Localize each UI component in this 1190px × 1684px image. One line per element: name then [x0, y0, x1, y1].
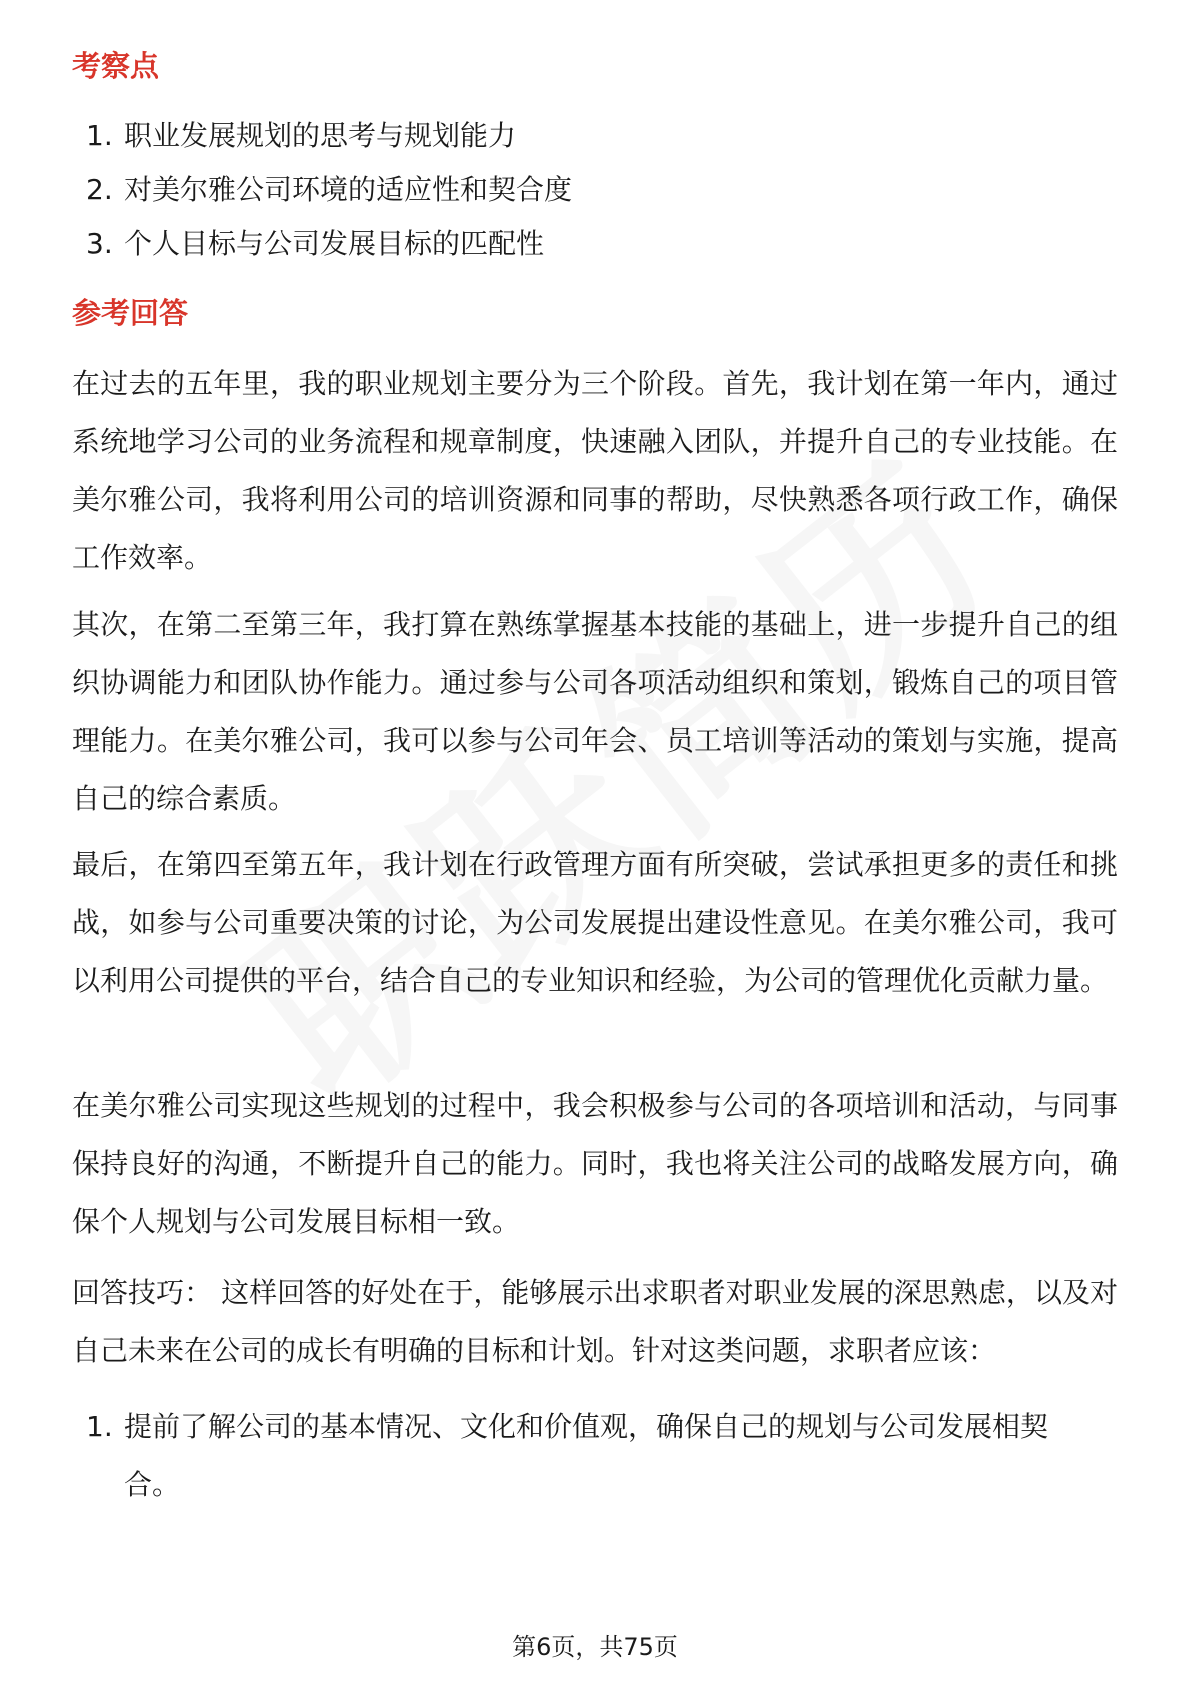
list-item	[86, 107, 1126, 165]
list-text: 提前了解公司的基本情况、文化和价值观，确保自己的规划与公司发展相契合。	[124, 1410, 1049, 1501]
list-item	[86, 215, 1126, 273]
list-text: 对美尔雅公司环境的适应性和契合度	[124, 173, 573, 206]
list-item	[86, 161, 1126, 219]
heading-examination-points: 考察点	[72, 49, 160, 83]
answer-paragraph-4: 在美尔雅公司实现这些规划的过程中，我会积极参与公司的各项培训和活动，与同事保持良好的沟通，不断提升自己的能力。同时，我也将关注公司的战略发展方向，确保个人规划与公司发展目标相一致。	[72, 1089, 1118, 1238]
list-number: 2.	[86, 173, 113, 206]
list-number: 1.	[86, 1410, 113, 1443]
list-number: 1.	[86, 119, 113, 152]
list-text: 职业发展规划的思考与规划能力	[124, 119, 517, 152]
list-item	[86, 1398, 1086, 1514]
answer-paragraph-2: 其次，在第二至第三年，我打算在熟练掌握基本技能的基础上，进一步提升自己的组织协调能力和团队协作能力。通过参与公司各项活动组织和策划，锻炼自己的项目管理能力。在美尔雅公司，我可以参与公司年会、员工培训等活动的策划与实施，提高自己的综合素质。	[72, 608, 1118, 815]
heading-reference-answer: 参考回答	[72, 296, 189, 330]
answer-paragraph-3: 最后，在第四至第五年，我计划在行政管理方面有所突破，尝试承担更多的责任和挑战，如参与公司重要决策的讨论，为公司发展提出建设性意见。在美尔雅公司，我可以利用公司提供的平台，结合自己的专业知识和经验，为公司的管理优化贡献力量。	[72, 848, 1118, 997]
answer-tips-paragraph: 回答技巧： 这样回答的好处在于，能够展示出求职者对职业发展的深思熟虑，以及对自己未来在公司的成长有明确的目标和计划。针对这类问题，求职者应该：	[72, 1276, 1118, 1367]
page-number-footer: 第6页，共75页	[512, 1633, 678, 1661]
list-number: 3.	[86, 227, 113, 260]
answer-paragraph-1: 在过去的五年里，我的职业规划主要分为三个阶段。首先，我计划在第一年内，通过系统地学习公司的业务流程和规章制度，快速融入团队，并提升自己的专业技能。在美尔雅公司，我将利用公司的培训资源和同事的帮助，尽快熟悉各项行政工作，确保工作效率。	[72, 367, 1118, 574]
list-text: 个人目标与公司发展目标的匹配性	[124, 227, 545, 260]
